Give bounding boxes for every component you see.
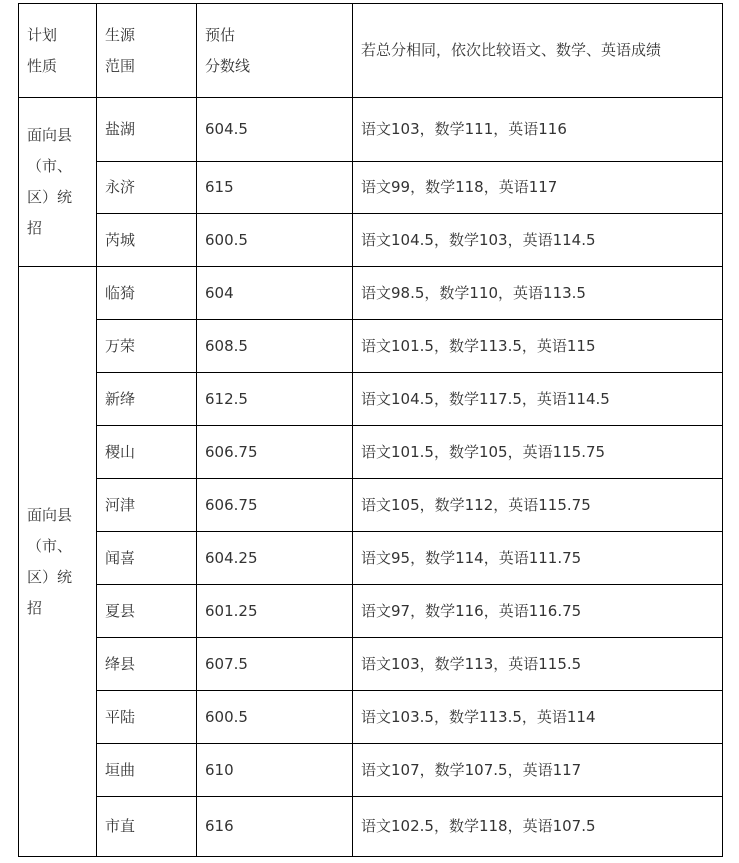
tiebreak-cell: 语文103.5，数学113.5，英语114 bbox=[353, 691, 723, 744]
score-cell: 601.25 bbox=[197, 585, 353, 638]
plan-type-line: 面向县 bbox=[27, 505, 73, 524]
score-cell: 608.5 bbox=[197, 320, 353, 373]
source-cell: 夏县 bbox=[97, 585, 197, 638]
source-cell: 垣曲 bbox=[97, 744, 197, 797]
plan-type-line: 区）统 bbox=[27, 188, 73, 206]
plan-type-cell bbox=[19, 98, 97, 267]
score-cell: 612.5 bbox=[197, 373, 353, 426]
tiebreak-cell: 语文104.5，数学103，英语114.5 bbox=[353, 214, 723, 267]
tiebreak-cell: 语文103，数学113，英语115.5 bbox=[353, 638, 723, 691]
score-cell: 615 bbox=[197, 162, 353, 214]
header-source-line: 生源 bbox=[105, 25, 136, 44]
plan-type-line: 面向县 bbox=[27, 126, 73, 144]
tiebreak-cell: 语文101.5，数学105，英语115.75 bbox=[353, 426, 723, 479]
tiebreak-cell: 语文95，数学114，英语111.75 bbox=[353, 532, 723, 585]
tiebreak-cell: 语文98.5，数学110，英语113.5 bbox=[353, 267, 723, 320]
source-cell: 盐湖 bbox=[97, 98, 197, 162]
header-source-line: 范围 bbox=[105, 56, 136, 75]
source-cell: 绛县 bbox=[97, 638, 197, 691]
plan-type-line: （市、 bbox=[27, 536, 73, 555]
source-cell: 稷山 bbox=[97, 426, 197, 479]
score-cell: 607.5 bbox=[197, 638, 353, 691]
table-row bbox=[19, 320, 723, 373]
header-source bbox=[97, 4, 197, 98]
table-row bbox=[19, 426, 723, 479]
source-cell: 市直 bbox=[97, 797, 197, 857]
table-row bbox=[19, 479, 723, 532]
score-cell: 604 bbox=[197, 267, 353, 320]
header-row bbox=[19, 4, 723, 98]
source-cell: 临猗 bbox=[97, 267, 197, 320]
tiebreak-cell: 语文104.5，数学117.5，英语114.5 bbox=[353, 373, 723, 426]
source-cell: 万荣 bbox=[97, 320, 197, 373]
tiebreak-cell: 语文102.5，数学118，英语107.5 bbox=[353, 797, 723, 857]
source-cell: 闻喜 bbox=[97, 532, 197, 585]
table-row bbox=[19, 532, 723, 585]
score-cell: 600.5 bbox=[197, 691, 353, 744]
score-cell: 604.25 bbox=[197, 532, 353, 585]
score-cell: 606.75 bbox=[197, 426, 353, 479]
table-row bbox=[19, 585, 723, 638]
tiebreak-cell: 语文103，数学111，英语116 bbox=[353, 98, 723, 162]
score-cell: 606.75 bbox=[197, 479, 353, 532]
score-cell: 610 bbox=[197, 744, 353, 797]
tiebreak-cell: 语文97，数学116，英语116.75 bbox=[353, 585, 723, 638]
tiebreak-cell: 语文105，数学112，英语115.75 bbox=[353, 479, 723, 532]
table-row bbox=[19, 267, 723, 320]
source-cell: 平陆 bbox=[97, 691, 197, 744]
table-row bbox=[19, 98, 723, 162]
header-score-line: 预估 bbox=[205, 25, 236, 44]
plan-type-line: （市、 bbox=[27, 157, 73, 175]
table-row bbox=[19, 797, 723, 857]
plan-type-cell bbox=[19, 267, 97, 857]
plan-type-line: 区）统 bbox=[27, 567, 73, 586]
tiebreak-cell: 语文99，数学118，英语117 bbox=[353, 162, 723, 214]
score-cell: 604.5 bbox=[197, 98, 353, 162]
table-row bbox=[19, 691, 723, 744]
source-cell: 河津 bbox=[97, 479, 197, 532]
header-tiebreak: 若总分相同，依次比较语文、数学、英语成绩 bbox=[353, 4, 723, 98]
plan-type-line: 招 bbox=[27, 219, 43, 237]
table-row bbox=[19, 373, 723, 426]
header-plan-type-line: 计划 bbox=[27, 25, 58, 44]
score-cell: 616 bbox=[197, 797, 353, 857]
table-row bbox=[19, 744, 723, 797]
header-score-line: 分数线 bbox=[205, 56, 251, 75]
tiebreak-cell: 语文107，数学107.5，英语117 bbox=[353, 744, 723, 797]
header-score bbox=[197, 4, 353, 98]
table-row bbox=[19, 638, 723, 691]
table-row bbox=[19, 214, 723, 267]
table-row bbox=[19, 162, 723, 214]
header-plan-type-line: 性质 bbox=[27, 56, 58, 75]
header-plan-type bbox=[19, 4, 97, 98]
score-table bbox=[18, 3, 723, 857]
tiebreak-cell: 语文101.5，数学113.5，英语115 bbox=[353, 320, 723, 373]
source-cell: 芮城 bbox=[97, 214, 197, 267]
source-cell: 新绛 bbox=[97, 373, 197, 426]
score-cell: 600.5 bbox=[197, 214, 353, 267]
source-cell: 永济 bbox=[97, 162, 197, 214]
plan-type-line: 招 bbox=[27, 598, 43, 617]
